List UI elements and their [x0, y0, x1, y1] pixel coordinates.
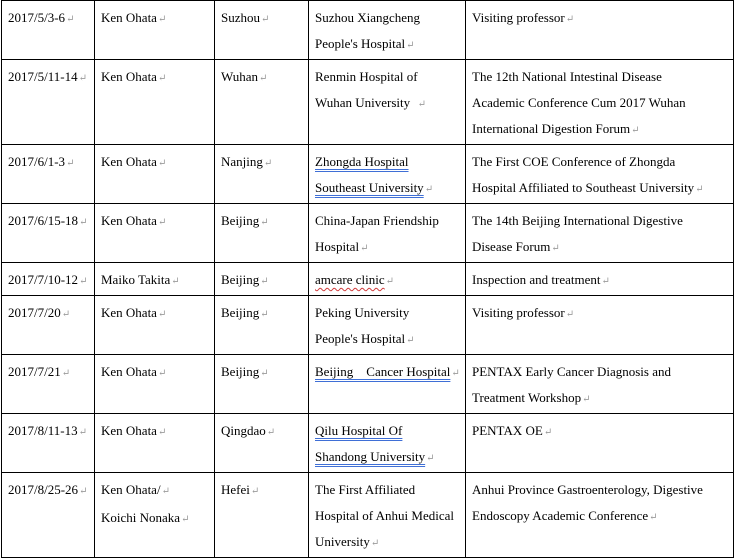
- city-cell[interactable]: [215, 145, 309, 204]
- paragraph-mark-icon: ↵: [260, 309, 269, 320]
- paragraph-mark-icon: ↵: [551, 243, 560, 254]
- paragraph-mark-icon: ↵: [181, 514, 190, 525]
- hospital-line: [315, 208, 459, 234]
- paragraph-mark-icon: ↵: [79, 217, 88, 228]
- paragraph-mark-icon: ↵: [157, 368, 167, 379]
- hospital-line: [315, 175, 459, 203]
- city-cell[interactable]: [215, 263, 309, 296]
- event-text: PENTAX OE: [472, 423, 543, 438]
- event-cell[interactable]: [466, 263, 734, 296]
- paragraph-mark-icon: ↵: [66, 14, 75, 25]
- event-cell[interactable]: [466, 355, 734, 414]
- event-line: [472, 116, 727, 144]
- person-text: Ken Ohata: [101, 423, 157, 438]
- person-cell[interactable]: [95, 263, 215, 296]
- hospital-cell[interactable]: [309, 414, 466, 473]
- paragraph-mark-icon: ↵: [426, 453, 435, 464]
- hospital-line: [315, 418, 459, 444]
- event-cell[interactable]: [466, 60, 734, 145]
- paragraph-mark-icon: ↵: [385, 276, 395, 287]
- paragraph-mark-icon: ↵: [260, 276, 269, 287]
- hospital-line: [315, 444, 459, 472]
- hospital-text: Hospital of Anhui Medical: [315, 508, 455, 523]
- date-cell[interactable]: [2, 473, 95, 558]
- table-row: [2, 60, 734, 145]
- paragraph-mark-icon: ↵: [406, 335, 415, 346]
- event-text: Hospital Affiliated to Southeast University: [472, 180, 695, 195]
- event-cell[interactable]: [466, 145, 734, 204]
- date-text: 2017/5/3-6: [8, 10, 66, 25]
- date-cell[interactable]: [2, 60, 95, 145]
- paragraph-mark-icon: ↵: [259, 73, 268, 84]
- hospital-text: Wuhan University: [315, 95, 411, 110]
- visit-table: [1, 0, 734, 558]
- hospital-text: Hospital: [315, 239, 360, 254]
- paragraph-mark-icon: ↵: [78, 73, 87, 84]
- date-text: 2017/8/25-26: [8, 482, 79, 497]
- date-cell[interactable]: [2, 263, 95, 296]
- event-text: Anhui Province Gastroenterology, Digestive: [472, 482, 703, 497]
- person-cell[interactable]: [95, 355, 215, 414]
- event-text: PENTAX Early Cancer Diagnosis and: [472, 364, 671, 379]
- hospital-line: [315, 31, 459, 59]
- paragraph-mark-icon: ↵: [370, 538, 380, 549]
- paragraph-mark-icon: ↵: [157, 309, 167, 320]
- person-text: Ken Ohata/: [101, 482, 161, 497]
- event-line: [472, 175, 727, 203]
- hospital-text: Suzhou Xiangcheng: [315, 10, 421, 25]
- paragraph-mark-icon: ↵: [260, 217, 269, 228]
- city-cell[interactable]: [215, 473, 309, 558]
- hospital-text: People's Hospital: [315, 331, 406, 346]
- hospital-line: [315, 64, 459, 90]
- date-text: 2017/6/1-3: [8, 154, 66, 169]
- event-text: Academic Conference Cum 2017 Wuhan: [472, 95, 686, 110]
- hospital-text: The First Affiliated: [315, 482, 416, 497]
- event-text: The 14th Beijing International Digestive: [472, 213, 683, 228]
- person-cell[interactable]: [95, 204, 215, 263]
- hospital-cell[interactable]: [309, 204, 466, 263]
- city-text: Hefei: [221, 482, 250, 497]
- date-cell[interactable]: [2, 355, 95, 414]
- table-row: [2, 296, 734, 355]
- person-cell[interactable]: [95, 414, 215, 473]
- city-cell[interactable]: [215, 296, 309, 355]
- paragraph-mark-icon: ↵: [565, 309, 575, 320]
- person-cell[interactable]: [95, 60, 215, 145]
- table-row: [2, 204, 734, 263]
- hospital-text: People's Hospital: [315, 36, 406, 51]
- date-text: 2017/7/20: [8, 305, 61, 320]
- hospital-cell[interactable]: [309, 263, 466, 296]
- date-cell[interactable]: [2, 145, 95, 204]
- hospital-line: [315, 300, 459, 326]
- event-text: Disease Forum: [472, 239, 551, 254]
- hospital-cell[interactable]: [309, 60, 466, 145]
- hospital-text: Southeast University: [315, 180, 424, 195]
- paragraph-mark-icon: ↵: [417, 99, 427, 110]
- event-cell[interactable]: [466, 1, 734, 60]
- hospital-text: China-Japan Friendship: [315, 213, 439, 228]
- date-cell[interactable]: [2, 296, 95, 355]
- hospital-line: [315, 326, 459, 354]
- event-cell[interactable]: [466, 296, 734, 355]
- city-cell[interactable]: [215, 204, 309, 263]
- hospital-line: [315, 529, 459, 557]
- event-line: [472, 90, 727, 116]
- event-cell[interactable]: [466, 473, 734, 558]
- city-text: Beijing: [221, 213, 260, 228]
- date-text: 2017/7/10-12: [8, 272, 79, 287]
- hospital-line: [315, 5, 459, 31]
- date-text: 2017/7/21: [8, 364, 61, 379]
- paragraph-mark-icon: ↵: [424, 184, 434, 195]
- paragraph-mark-icon: ↵: [79, 276, 88, 287]
- paragraph-mark-icon: ↵: [61, 309, 71, 320]
- event-text: International Digestion Forum: [472, 121, 631, 136]
- event-text: Endoscopy Academic Conference: [472, 508, 649, 523]
- person-line: [101, 505, 208, 533]
- paragraph-mark-icon: ↵: [171, 276, 180, 287]
- paragraph-mark-icon: ↵: [79, 486, 88, 497]
- city-cell[interactable]: [215, 414, 309, 473]
- date-cell[interactable]: [2, 1, 95, 60]
- city-text: Beijing: [221, 364, 260, 379]
- person-cell[interactable]: [95, 296, 215, 355]
- hospital-text: Qilu Hospital Of: [315, 423, 403, 438]
- city-cell[interactable]: [215, 60, 309, 145]
- paragraph-mark-icon: ↵: [543, 427, 553, 438]
- city-text: Qingdao: [221, 423, 266, 438]
- event-text: Visiting professor: [472, 305, 565, 320]
- paragraph-mark-icon: ↵: [161, 486, 170, 497]
- paragraph-mark-icon: ↵: [250, 486, 260, 497]
- paragraph-mark-icon: ↵: [157, 158, 167, 169]
- hospital-text: Zhongda Hospital: [315, 154, 409, 169]
- hospital-cell[interactable]: [309, 355, 466, 414]
- city-text: Suzhou: [221, 10, 260, 25]
- paragraph-mark-icon: ↵: [266, 427, 276, 438]
- city-cell[interactable]: [215, 355, 309, 414]
- hospital-cell[interactable]: [309, 145, 466, 204]
- table-row: [2, 355, 734, 414]
- date-cell[interactable]: [2, 414, 95, 473]
- paragraph-mark-icon: ↵: [61, 368, 71, 379]
- paragraph-mark-icon: ↵: [157, 217, 167, 228]
- city-text: Nanjing: [221, 154, 263, 169]
- table-row: [2, 473, 734, 558]
- hospital-text: Peking University: [315, 305, 410, 320]
- hospital-line: [315, 149, 459, 175]
- hospital-line: [315, 90, 459, 118]
- person-cell[interactable]: [95, 473, 215, 558]
- event-line: [472, 234, 727, 262]
- hospital-line: [315, 503, 459, 529]
- event-cell[interactable]: [466, 204, 734, 263]
- person-cell[interactable]: [95, 1, 215, 60]
- city-text: Beijing: [221, 272, 260, 287]
- hospital-text: amcare clinic: [315, 272, 385, 287]
- date-text: 2017/5/11-14: [8, 69, 78, 84]
- event-text: Inspection and treatment: [472, 272, 601, 287]
- visit-table-body: [2, 1, 734, 558]
- date-text: 2017/6/15-18: [8, 213, 79, 228]
- paragraph-mark-icon: ↵: [157, 73, 167, 84]
- paragraph-mark-icon: ↵: [631, 125, 640, 136]
- table-row: [2, 414, 734, 473]
- event-line: [472, 477, 727, 503]
- hospital-line: [315, 234, 459, 262]
- hospital-cell[interactable]: [309, 1, 466, 60]
- hospital-text: Renmin Hospital of: [315, 69, 418, 84]
- paragraph-mark-icon: ↵: [263, 158, 273, 169]
- hospital-line: [315, 477, 459, 503]
- event-text: The First COE Conference of Zhongda: [472, 154, 676, 169]
- paragraph-mark-icon: ↵: [66, 158, 75, 169]
- person-line: [101, 477, 208, 505]
- paragraph-mark-icon: ↵: [78, 427, 87, 438]
- hospital-text: Beijing Cancer Hospital: [315, 364, 451, 379]
- paragraph-mark-icon: ↵: [157, 14, 167, 25]
- event-line: [472, 503, 727, 531]
- event-line: [472, 208, 727, 234]
- date-cell[interactable]: [2, 204, 95, 263]
- paragraph-mark-icon: ↵: [360, 243, 369, 254]
- paragraph-mark-icon: ↵: [157, 427, 167, 438]
- paragraph-mark-icon: ↵: [565, 14, 575, 25]
- event-line: [472, 385, 727, 413]
- event-text: The 12th National Intestinal Disease: [472, 69, 662, 84]
- hospital-text: University: [315, 534, 370, 549]
- person-text: Ken Ohata: [101, 364, 157, 379]
- paragraph-mark-icon: ↵: [451, 368, 460, 379]
- paragraph-mark-icon: ↵: [260, 368, 269, 379]
- event-text: Visiting professor: [472, 10, 565, 25]
- hospital-text: Shandong University: [315, 449, 426, 464]
- paragraph-mark-icon: ↵: [601, 276, 610, 287]
- hospital-cell[interactable]: [309, 473, 466, 558]
- paragraph-mark-icon: ↵: [695, 184, 704, 195]
- hospital-cell[interactable]: [309, 296, 466, 355]
- paragraph-mark-icon: ↵: [582, 394, 591, 405]
- person-text: Maiko Takita: [101, 272, 171, 287]
- person-text: Ken Ohata: [101, 154, 157, 169]
- city-text: Wuhan: [221, 69, 259, 84]
- person-text: Ken Ohata: [101, 305, 157, 320]
- person-text: Ken Ohata: [101, 69, 157, 84]
- event-text: Treatment Workshop: [472, 390, 582, 405]
- table-row: [2, 145, 734, 204]
- table-row: [2, 263, 734, 296]
- event-cell[interactable]: [466, 414, 734, 473]
- paragraph-mark-icon: ↵: [261, 14, 270, 25]
- person-text: Koichi Nonaka: [101, 510, 181, 525]
- city-cell[interactable]: [215, 1, 309, 60]
- paragraph-mark-icon: ↵: [406, 40, 415, 51]
- person-cell[interactable]: [95, 145, 215, 204]
- city-text: Beijing: [221, 305, 260, 320]
- date-text: 2017/8/11-13: [8, 423, 78, 438]
- person-text: Ken Ohata: [101, 10, 157, 25]
- event-line: [472, 149, 727, 175]
- person-text: Ken Ohata: [101, 213, 157, 228]
- event-line: [472, 359, 727, 385]
- paragraph-mark-icon: ↵: [649, 512, 658, 523]
- table-row: [2, 1, 734, 60]
- event-line: [472, 64, 727, 90]
